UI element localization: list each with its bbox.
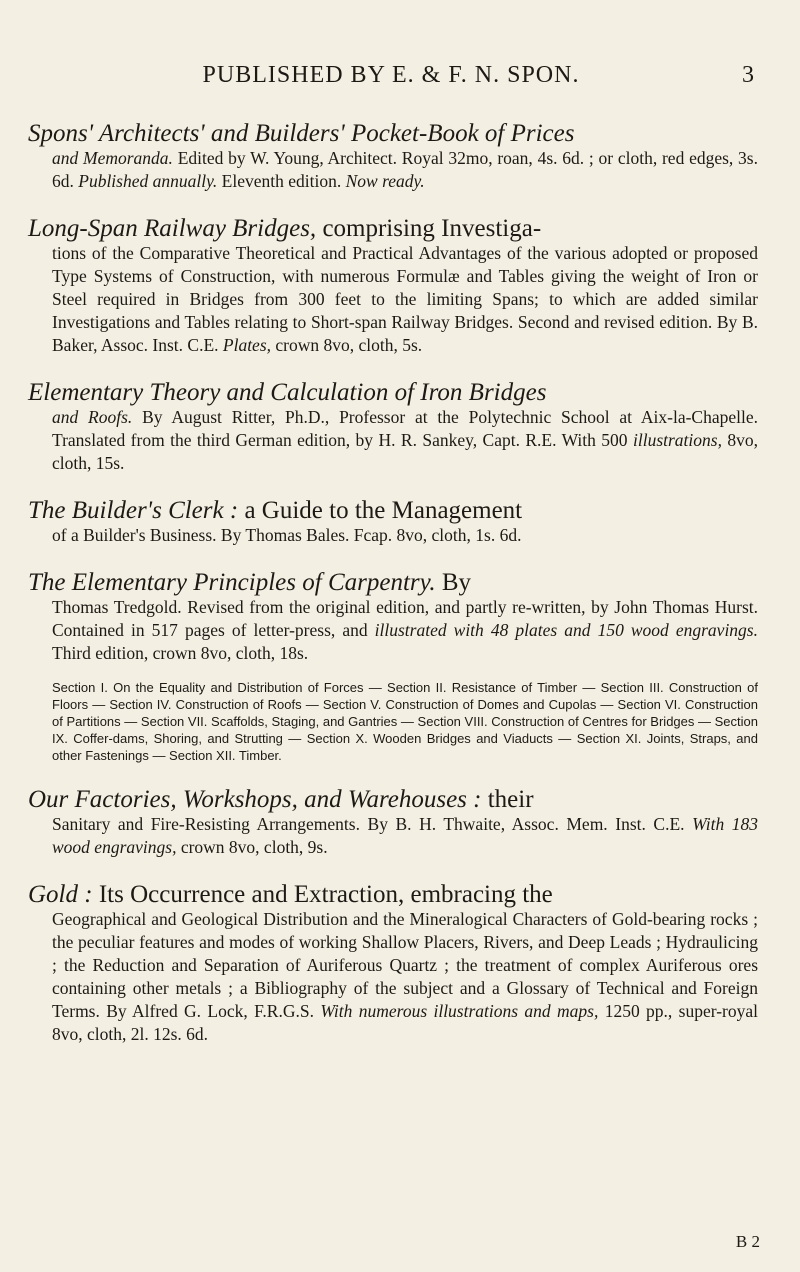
entry-description: Geographical and Geological Distribution and the Mineralogical Characters of Gold-bearing rocks ; the peculiar features and modes of working Shallow Placers, Rivers, and Deep Leads ; Hydraulicing ; the Reduction and Separation of Auriferous Quartz ; the treatment of complex Auriferous ores containing other metals ; a Bibliography of the subject and a Glossary of Technical and Foreign Terms. By Alfred G. Lock, F.R.G.S. (52, 909, 758, 1021)
entry-title: The Elementary Principles of Carpentry. (28, 569, 436, 596)
entry-price: 4s. 6d. ; or cloth, red edges, 3s. 6d. (52, 148, 758, 191)
entry-title: The Builder's Clerk : (28, 497, 239, 524)
entry-description: By August Ritter, Ph.D., Professor at the Polytechnic School at Aix-la-Chapelle. Translated from the third German edition, by H. R. Sankey, Capt. R.E. With 500 (52, 407, 758, 450)
entry-text: Edited by W. Young, Architect. Royal 32mo, roan, (172, 148, 533, 168)
entry-description: of a Builder's Business. By Thomas Bales. Fcap. 8vo, cloth, 1s. 6d. (52, 525, 522, 545)
entry-title: Gold : (28, 881, 93, 908)
catalogue-entry (24, 883, 758, 1046)
catalogue-entries (24, 122, 758, 1046)
entry-title-continued: a Guide to the Management (238, 497, 523, 524)
entry-price: 1250 pp., super-royal 8vo, cloth, 2l. 12s. 6d. (52, 1001, 758, 1044)
catalogue-entry (24, 499, 758, 547)
entry-edition: Eleventh edition. (217, 171, 342, 191)
entry-description: Sanitary and Fire-Resisting Arrangements. By B. H. Thwaite, Assoc. Mem. Inst. C.E. (52, 814, 693, 834)
page-number: 3 (742, 62, 754, 88)
entry-illustrations: With 183 wood engravings, (52, 814, 759, 857)
signature-mark: B 2 (735, 1232, 760, 1251)
running-head-title: PUBLISHED BY E. & F. N. SPON. (202, 62, 580, 88)
entry-note: Published annually. (78, 171, 218, 191)
entry-title-continued: their (481, 786, 534, 813)
entry-title-continued: comprising Investiga- (316, 215, 542, 242)
entry-illustrations: Plates, (218, 335, 272, 355)
entry-description: tions of the Comparative Theoretical and Practical Advantages of the various adopted or proposed Type Systems of Construction, with numerous Formulæ and Tables giving the weight of Iron or Steel required in Bridges from 300 feet to the limiting Spans; to which are added similar Investigations and Tables relating to Short-span Railway Bridges. Second and revised edition. By B. Baker, Assoc. Inst. C.E. (52, 243, 758, 355)
entry-subtitle: and Memoranda. (52, 148, 173, 168)
entry-title: Long-Span Railway Bridges, (28, 215, 317, 242)
entry-description: Thomas Tredgold. Revised from the original edition, and partly re-written, by John Thomas Hurst. Contained in 517 pages of letter-press, and (52, 597, 758, 640)
entry-price: crown 8vo, cloth, 9s. (176, 837, 328, 857)
catalogue-entry (24, 788, 758, 859)
catalogue-entry (24, 217, 758, 357)
entry-title-continued: By (435, 569, 472, 596)
entry-price: Third edition, crown 8vo, cloth, 18s. (52, 643, 309, 663)
catalogue-entry (24, 381, 758, 475)
entry-illustrations: illustrated with 48 plates and 150 wood engravings. (374, 620, 758, 640)
entry-contents: Section I. On the Equality and Distribution of Forces — Section II. Resistance of Timber — Section III. Construction of Floors — Section IV. Construction of Roofs — Section V. Construction of Domes and Cupolas — Section VI. Construction of Partitions — Section VII. Scaffolds, Staging, and Gantries — Section VIII. Construction of Centres for Bridges — Section IX. Coffer-dams, Shoring, and Strutting — Section X. Wooden Bridges and Viaducts — Section XI. Joints, Straps, and other Fastenings — Section XII. Timber. (52, 680, 758, 763)
entry-price: crown 8vo, cloth, 5s. (271, 335, 423, 355)
entry-price: 8vo, cloth, 15s. (52, 430, 759, 473)
entry-title-continued: Its Occurrence and Extraction, embracing the (92, 881, 553, 908)
catalogue-entry (24, 571, 758, 764)
entry-status: Now ready. (345, 171, 425, 191)
catalogue-entry (24, 122, 758, 193)
entry-title: Our Factories, Workshops, and Warehouses : (28, 786, 482, 813)
running-head (24, 52, 758, 96)
entry-title: Elementary Theory and Calculation of Iron Bridges (28, 379, 547, 406)
entry-subtitle: and Roofs. (52, 407, 133, 427)
entry-title: Spons' Architects' and Builders' Pocket-Book of Prices (28, 120, 575, 147)
entry-illustrations: With numerous illustrations and maps, (320, 1001, 599, 1021)
entry-illustrations: illustrations, (632, 430, 722, 450)
